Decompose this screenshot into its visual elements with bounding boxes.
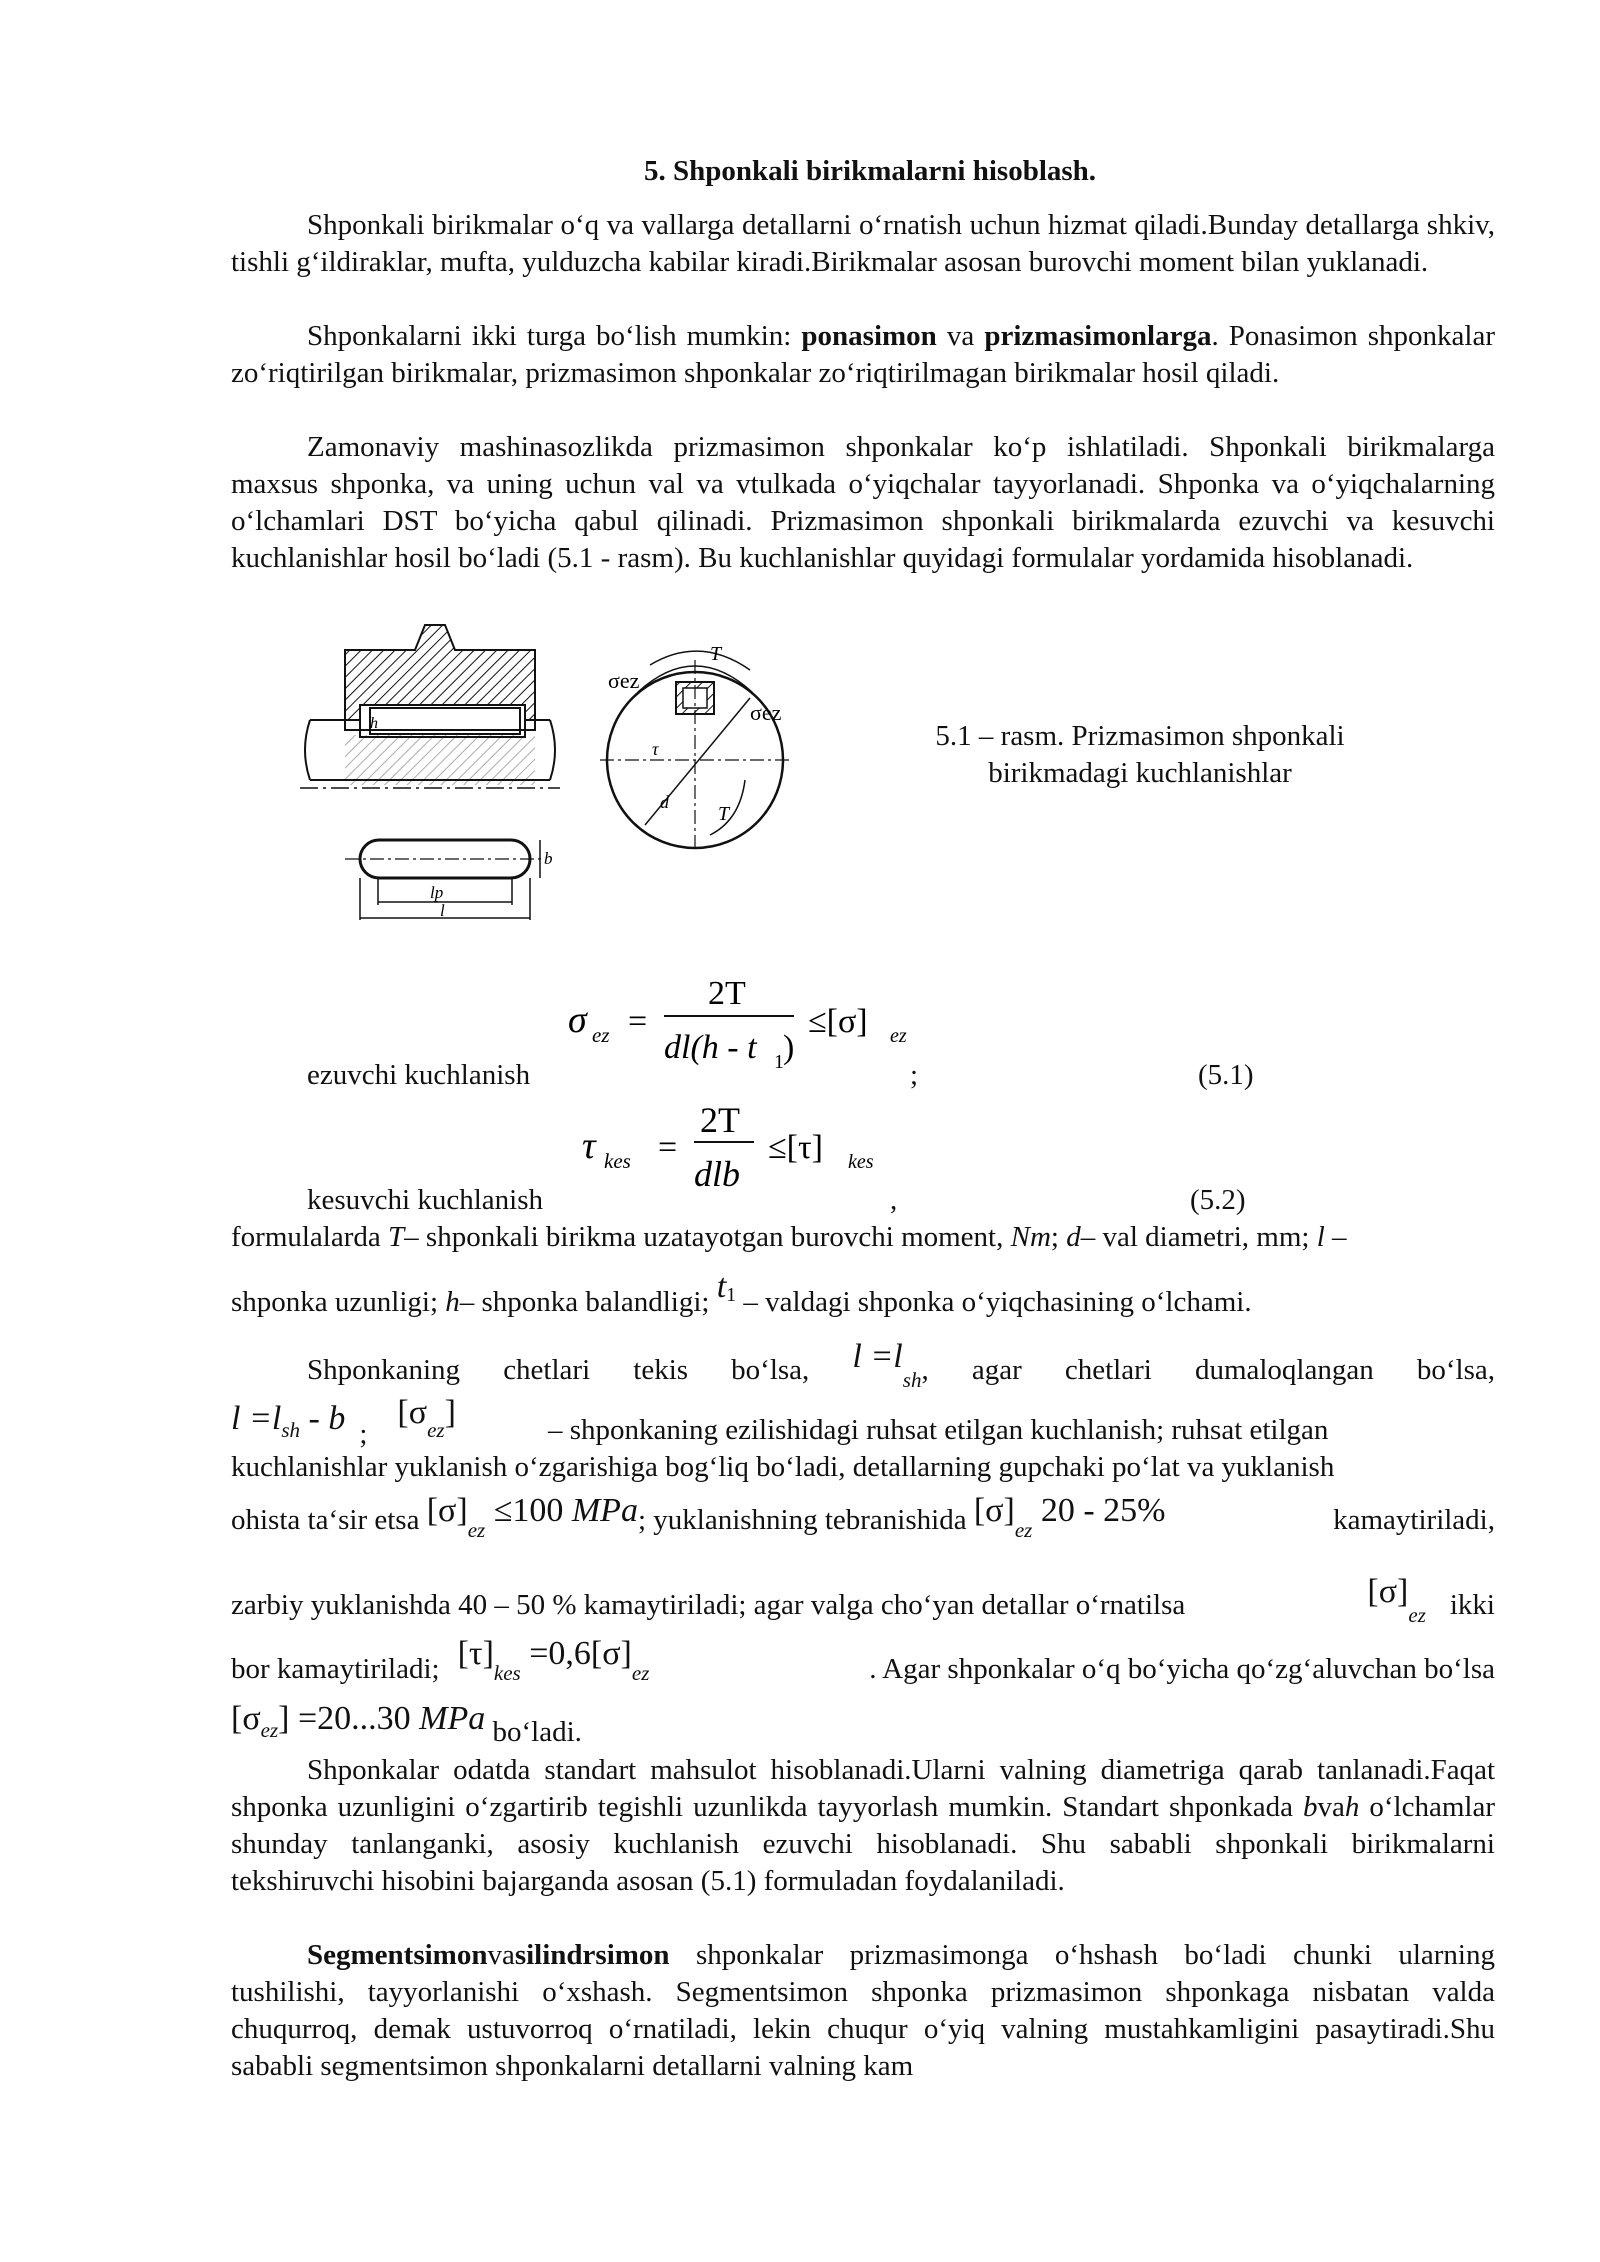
formula-5-2-label: kesuvchi kuchlanish [307, 1184, 543, 1216]
cross-section-view [600, 643, 790, 850]
formula-5-2-punct: , [890, 1184, 898, 1216]
paragraph-1: Shponkali birikmalar o‘q va vallarga detallarni o‘rnatish uchun hizmat qiladi.Bunday detallarga shkiv, tishli g‘ildiraklar, mufta, yulduzcha kabilar kiradi.Birikmalar asosan burovchi moment bilan yuklanadi. [231, 209, 1495, 278]
svg-text:1: 1 [774, 1051, 784, 1073]
paragraph-4-line-3: kuchlanishlar yuklanish o‘zgarishiga bog‘liq bo‘ladi, detallarning gupchaki po‘lat va yuklanish [231, 1451, 1335, 1483]
formula-5-1-punct: ; [910, 1059, 919, 1091]
svg-text:kes: kes [848, 1151, 874, 1173]
paragraph-4-line-4: ohista ta‘sir etsa $[\sigma]_{ez} \le 100$ MPa; yuklanishning tebranishida $[\sigma]_{ez}$ 20 - 25% kamaytiriladi, [231, 1492, 1495, 1542]
paragraph-3: Zamonaviy mashinasozlikda prizmasimon shponkalar ko‘p ishlatiladi. Shponkali birikmalarga maxsus shponka, va uning uchun val va vtulkada o‘yiqchalar tayyorlanadi. Shponka va o‘yiqchalarning o‘lchamlari DST bo‘yicha qabul qilinadi. Prizmasimon shponkali birikmalarda ezuvchi va kesuvchi kuchlanishlar hosil bo‘ladi (5.1 - rasm). Bu kuchlanishlar quyidagi formulalar yordamida hisoblanadi. [231, 431, 1495, 574]
paragraph-5: Shponkalar odatda standart mahsulot hisoblanadi.Ularni valning diametriga qarab tanlanadi.Faqat shponka uzunligini o‘zgartirib tegishli uzunlikda tayyorlash mumkin. Standart shponkada bvah o‘lchamlar shunday tanlanganki, asosiy kuchlanish ezuvchi hisoblanadi. Shu sababli shponkali birikmalarni tekshiruvchi hisobini bajarganda asosan (5.1) formuladan foydalaniladi. [231, 1754, 1495, 1897]
svg-text:=: = [628, 1003, 648, 1040]
paragraph-4-line-2: $l =l_{sh} - b$ $;[\sigma_{ez}]$ [231, 1394, 456, 1450]
svg-text:2T: 2T [700, 1100, 740, 1140]
paragraph-6: Segmentsimonvasilindrsimon shponkalar prizmasimonga o‘hshash bo‘ladi chunki ularning tushilishi, tayyorlanishi o‘xshash. Segmentsimon shponka prizmasimon shponkaga nisbatan valda chuqurroq, demak ustuvorroq o‘rnatiladi, lekin chuqur o‘yiq valning mustahkamligini pasaytiradi.Shu sababli segmentsimon shponkalarni detallarni valning kam [231, 1939, 1495, 2082]
label-T-top: T [710, 643, 722, 665]
paragraph-4-line-7: $[\sigma_{ez}] =20...30$ MPa bo‘ladi. [231, 1700, 582, 1748]
svg-text:σ: σ [568, 999, 587, 1041]
svg-text:ez: ez [592, 1023, 610, 1047]
svg-text:≤[σ]: ≤[σ] [808, 1003, 868, 1040]
paragraph-4-line-6: bor kamaytiriladi; $[\tau]_{kes} =0,6[\sigma]_{ez}$ . Agar shponkalar o‘q bo‘yicha qo‘zg‘aluvchan bo‘lsa [231, 1635, 1495, 1685]
formula-5-1 [568, 968, 948, 1083]
svg-text:): ) [783, 1029, 795, 1066]
term-ponasimon: ponasimon [801, 320, 937, 352]
paragraph-4-line-5: zarbiy yuklanishda 40 – 50 % kamaytiriladi; agar valga cho‘yan detallar o‘rnatilsa $[\sigma]_{ez}$ ikki [231, 1573, 1495, 1627]
label-d: d [660, 792, 669, 812]
term-segmentsimon: Segmentsimon [307, 1939, 488, 1971]
label-b: b [544, 849, 553, 868]
longitudinal-view [300, 625, 560, 788]
svg-text:dl(h - t: dl(h - t [664, 1029, 757, 1066]
formula-5-2-number: (5.2) [1190, 1184, 1246, 1216]
formula-5-1-label: ezuvchi kuchlanish [307, 1059, 531, 1091]
paragraph-4-line-2-text: – shponkaning ezilishidagi ruhsat etilgan kuchlanish; ruhsat etilgan [548, 1414, 1329, 1446]
shponka-figure [300, 620, 820, 940]
key-plan-view [345, 840, 553, 920]
svg-text:=: = [658, 1129, 678, 1166]
svg-text:ez: ez [890, 1025, 907, 1047]
formula-5-2 [582, 1096, 902, 1211]
figure-caption: 5.1 – rasm. Prizmasimon shponkali birikmadagi kuchlanishlar [935, 720, 1345, 789]
svg-text:dlb: dlb [694, 1154, 741, 1194]
term-silindrsimon: silindrsimon [514, 1939, 670, 1971]
label-tau: τ [652, 739, 659, 759]
label-T-bottom: T [718, 803, 730, 825]
paragraph-4-line-1: Shponkaning chetlari tekis bo‘lsa, $l =l_{sh}$, agar chetlari dumaloqlangan bo‘lsa, [307, 1338, 1495, 1392]
label-sigma-ez-left: σez [608, 668, 640, 693]
formula-5-1-number: (5.1) [1198, 1059, 1254, 1091]
label-sigma-ez-right: σez [750, 700, 782, 725]
section-title: 5. Shponkali birikmalarni hisoblash. [643, 155, 1097, 187]
paragraph-2: Shponkalarni ikki turga bo‘lish mumkin: ponasimon va prizmasimonlarga. Ponasimon shponkalar zo‘riqtirilgan birikmalar, prizmasimon shponkalar zo‘riqtirilmagan birikmalar hosil qiladi. [231, 320, 1495, 389]
svg-text:2T: 2T [708, 975, 746, 1012]
svg-text:τ: τ [582, 1125, 596, 1167]
label-h: h [370, 715, 378, 732]
definitions-line-1: formulalarda T– shponkali birikma uzatayotgan burovchi moment, Nm; d– val diametri, mm; l – [231, 1221, 1347, 1253]
label-lp: lp [430, 883, 444, 902]
term-prizmasimon: prizmasimonlarga [984, 320, 1212, 352]
svg-text:kes: kes [604, 1149, 631, 1173]
definitions-line-2: shponka uzunligi; h– shponka balandligi; $t^1$ – valdagi shponka o‘yiqchasining o‘lchami. [231, 1268, 1252, 1318]
svg-text:≤[τ]: ≤[τ] [768, 1129, 823, 1166]
label-l: l [440, 901, 445, 920]
